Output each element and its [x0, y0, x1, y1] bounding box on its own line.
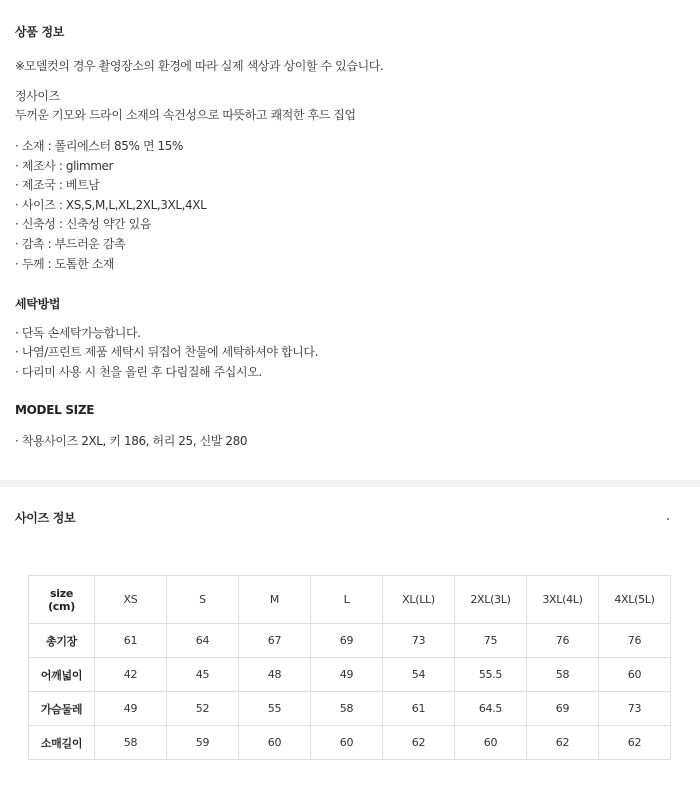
table-cell: 58: [311, 692, 383, 726]
spec-item: · 제조국 : 베트남: [15, 178, 100, 192]
corner-label: size: [50, 586, 73, 600]
table-cell: 59: [167, 726, 239, 760]
table-cell: 76: [527, 624, 599, 658]
spec-item: · 소재 : 폴리에스터 85% 면 15%: [15, 139, 184, 153]
model-size-item: · 착용사이즈 2XL, 키 186, 허리 25, 신발 280: [15, 434, 248, 448]
size-info-section: [0, 487, 700, 787]
washing-item: · 단독 손세탁가능합니다.: [15, 326, 141, 340]
washing-item: · 나염/프린트 제품 세탁시 뒤집어 찬물에 세탁하셔야 합니다.: [15, 345, 318, 359]
section-divider: [0, 480, 700, 487]
table-row: [29, 658, 671, 692]
table-cell: 62: [383, 726, 455, 760]
table-cell: 58: [95, 726, 167, 760]
table-cell: 62: [599, 726, 671, 760]
table-cell: 55: [239, 692, 311, 726]
table-cell: 54: [383, 658, 455, 692]
size-table-header-row: [29, 576, 671, 624]
washing-item: · 다리미 사용 시 천을 올린 후 다림질해 주십시오.: [15, 365, 262, 379]
table-row: [29, 692, 671, 726]
table-row: [29, 726, 671, 760]
row-label: 소매길이: [29, 726, 95, 760]
table-cell: 55.5: [455, 658, 527, 692]
corner-unit: (cm): [48, 599, 75, 613]
size-column-header: 3XL(4L): [527, 576, 599, 624]
product-info-title: 상품 정보: [15, 25, 65, 39]
row-label: 가슴둘레: [29, 692, 95, 726]
table-cell: 73: [383, 624, 455, 658]
spec-item: · 두께 : 도톰한 소재: [15, 257, 115, 271]
table-cell: 67: [239, 624, 311, 658]
spec-item: · 제조사 : glimmer: [15, 159, 114, 173]
row-label: 어깨넓이: [29, 658, 95, 692]
intro-line: 정사이즈: [15, 89, 60, 103]
size-column-header: 4XL(5L): [599, 576, 671, 624]
table-cell: 60: [311, 726, 383, 760]
table-cell: 69: [311, 624, 383, 658]
table-cell: 64: [167, 624, 239, 658]
table-cell: 49: [311, 658, 383, 692]
size-column-header: L: [311, 576, 383, 624]
size-table: [28, 575, 671, 760]
size-column-header: S: [167, 576, 239, 624]
washing-title: 세탁방법: [15, 297, 61, 311]
table-cell: 58: [527, 658, 599, 692]
model-size-title: MODEL SIZE: [15, 403, 95, 417]
table-cell: 49: [95, 692, 167, 726]
spec-item: · 사이즈 : XS,S,M,L,XL,2XL,3XL,4XL: [15, 198, 207, 212]
spec-item: · 감촉 : 부드러운 감촉: [15, 237, 126, 251]
table-cell: 61: [95, 624, 167, 658]
notice-text: ※모델컷의 경우 촬영장소의 환경에 따라 실제 색상과 상이할 수 있습니다.: [15, 59, 384, 73]
table-cell: 42: [95, 658, 167, 692]
size-column-header: M: [239, 576, 311, 624]
size-column-header: 2XL(3L): [455, 576, 527, 624]
table-cell: 60: [599, 658, 671, 692]
table-cell: 61: [383, 692, 455, 726]
table-cell: 62: [527, 726, 599, 760]
table-cell: 75: [455, 624, 527, 658]
spec-item: · 신축성 : 신축성 약간 있음: [15, 217, 152, 231]
table-cell: 52: [167, 692, 239, 726]
row-label: 총기장: [29, 624, 95, 658]
table-row: [29, 624, 671, 658]
size-column-header: XL(LL): [383, 576, 455, 624]
table-cell: 76: [599, 624, 671, 658]
intro-line: 두꺼운 기모와 드라이 소재의 속건성으로 따뜻하고 쾌적한 후드 집업: [15, 108, 356, 122]
table-cell: 60: [455, 726, 527, 760]
table-cell: 73: [599, 692, 671, 726]
size-info-title: 사이즈 정보: [15, 511, 76, 525]
table-cell: 60: [239, 726, 311, 760]
table-cell: 45: [167, 658, 239, 692]
table-cell: 64.5: [455, 692, 527, 726]
size-column-header: XS: [95, 576, 167, 624]
table-cell: 48: [239, 658, 311, 692]
size-table-corner: [29, 576, 95, 624]
decorative-dot: [667, 518, 669, 520]
table-cell: 69: [527, 692, 599, 726]
